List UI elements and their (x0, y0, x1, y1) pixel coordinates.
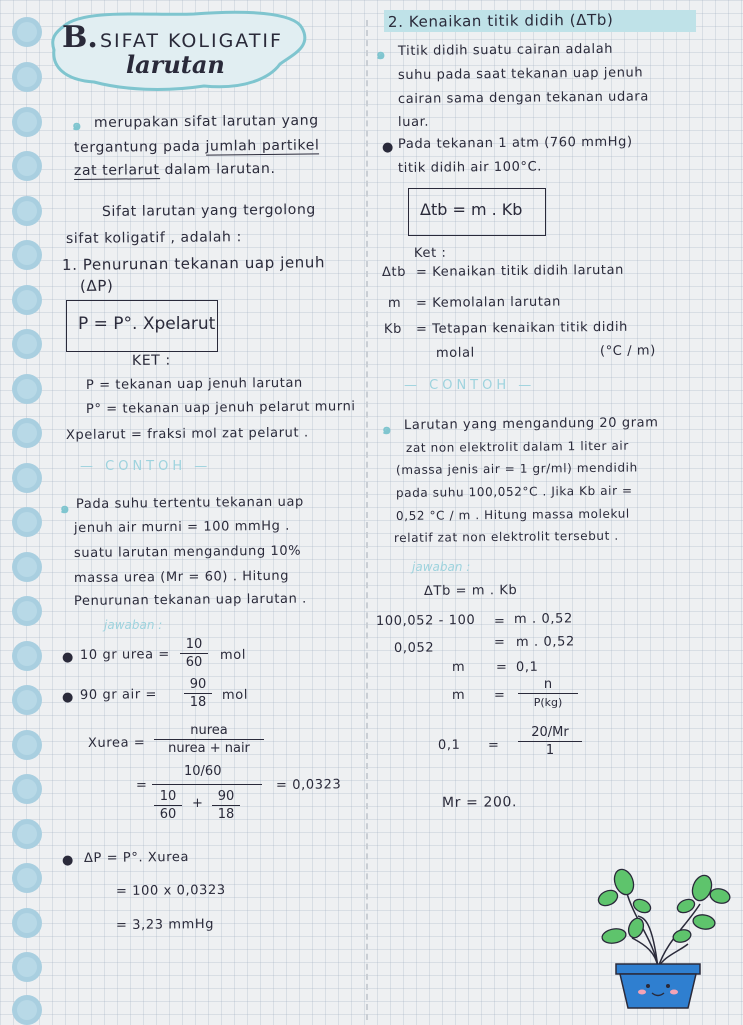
sol-urea-fraction: 10 60 (180, 636, 208, 671)
contoh-label: — CONTOH — (80, 459, 212, 474)
rproblem-line6: relatif zat non elektrolit tersebut . (393, 528, 619, 545)
ket1-line3: Xpelarut = fraksi mol zat pelarut . (65, 425, 309, 443)
rsol-r6-fraction: 20/Mr 1 (518, 724, 582, 759)
ket2-l1-term: Δtb (381, 264, 407, 280)
problem-line1: Pada suhu tertentu tekanan uap (75, 494, 304, 512)
problem-line3: suatu larutan mengandung 10% (73, 543, 302, 561)
sol-air-unit: mol (221, 687, 249, 703)
spiral-icon: ๑ (376, 45, 386, 63)
rsol-r2-b: = (493, 613, 506, 629)
def-line1: Titik didih suatu cairan adalah (397, 41, 614, 59)
formula2: Δtb = m . Kb (420, 200, 523, 219)
rproblem-line1: Larutan yang mengandung 20 gram (403, 415, 659, 433)
problem-line2: jenuh air murni = 100 mmHg . (73, 518, 290, 536)
def-line2: suhu pada saat tekanan uap jenuh (397, 65, 644, 83)
ket2-l3-def: = Tetapan kenaikan titik didih (415, 319, 629, 337)
sol-result: = 0,0323 (275, 777, 342, 793)
rproblem-line4: pada suhu 100,052°C . Jika Kb air = (395, 483, 633, 500)
rsol-r4-a: m (451, 659, 466, 675)
ket2-l3-unit: (°C / m) (599, 343, 656, 359)
section1-title: 1. Penurunan tekanan uap jenuh (61, 253, 326, 274)
bullet: ● (62, 690, 74, 705)
rproblem-line5: 0,52 °C / m . Hitung massa molekul (395, 506, 630, 523)
sol-air-label: 90 gr air = (79, 687, 158, 703)
def-line4: luar. (397, 114, 430, 130)
rsol-r3-a: 0,052 (393, 640, 435, 656)
sol-plus: + (192, 796, 203, 811)
rsol-r3-b: = (493, 634, 506, 650)
ket2-l2-def: = Kemolalan larutan (415, 294, 561, 311)
sol-xurea-label: Xurea = (87, 735, 146, 751)
list-intro-line2: sifat koligatif , adalah : (65, 229, 242, 247)
binder-hole (12, 329, 42, 359)
jawaban-label: jawaban : (412, 560, 471, 574)
binder-hole (12, 17, 42, 47)
sol-big-numerator: 10/60 (184, 764, 222, 779)
rsol-r6-b: = (487, 737, 500, 753)
binder-hole (12, 507, 42, 537)
binder-hole (12, 107, 42, 137)
sol-dp-line1: ΔP = P°. Xurea (83, 849, 190, 866)
binder-hole (12, 730, 42, 760)
section2-title: 2. Kenaikan titik didih (ΔTb) (387, 10, 614, 31)
binder-hole (12, 552, 42, 582)
ket1-heading: KET : (131, 352, 171, 369)
binder-hole (12, 62, 42, 92)
rsol-r1: ΔTb = m . Kb (423, 583, 518, 599)
rsol-r2-c: m . 0,52 (513, 611, 573, 627)
binder-hole (12, 151, 42, 181)
binder-hole (12, 418, 42, 448)
sol-dp-line3: = 3,23 mmHg (115, 916, 215, 933)
sol-eq-sign: = (135, 777, 148, 793)
binder-hole (12, 685, 42, 715)
binder-hole (12, 374, 42, 404)
title-line1: SIFAT KOLIGATIF (100, 30, 283, 52)
rsol-r4-b: = (495, 659, 508, 675)
bullet: ● (382, 140, 394, 155)
rsol-r4-c: 0,1 (515, 659, 539, 675)
problem-line4: massa urea (Mr = 60) . Hitung (73, 568, 290, 586)
spiral-icon: ๑ (60, 499, 70, 517)
binder-hole (12, 596, 42, 626)
sol-urea-label: 10 gr urea = (79, 647, 170, 663)
rsol-r5-fraction: n P(kg) (518, 676, 578, 711)
binder-hole (12, 863, 42, 893)
spiral-icon: ๑ (382, 420, 392, 438)
rsol-r5-b: = (493, 687, 506, 703)
rsol-r2-a: 100,052 - 100 (375, 612, 476, 629)
ket1-line2: P° = tekanan uap jenuh pelarut murni (85, 399, 356, 417)
rsol-r7: Mr = 200. (441, 794, 518, 811)
formula1: P = P°. Xpelarut (78, 314, 216, 334)
sol-xurea-fraction: nurea nurea + nair (154, 722, 264, 757)
ket2-heading: Ket : (413, 245, 447, 261)
note-line1: Pada tekanan 1 atm (760 mmHg) (397, 134, 633, 152)
section1-title-sub: (ΔP) (79, 276, 114, 295)
sol-small1-fraction: 10 60 (154, 788, 182, 823)
title-letter: B. (62, 20, 98, 55)
ket2-l3-cont: molal (435, 345, 475, 361)
ket1-line1: P = tekanan uap jenuh larutan (85, 375, 303, 393)
sol-big-fraction-bar (152, 784, 262, 785)
contoh-label: — CONTOH — (404, 378, 536, 393)
column-divider (366, 20, 368, 1020)
binder-hole (12, 196, 42, 226)
binder-hole (12, 285, 42, 315)
bullet: ● (62, 650, 74, 665)
binder-hole (12, 240, 42, 270)
intro-line1: merupakan sifat larutan yang (93, 112, 319, 131)
binder-hole (12, 908, 42, 938)
intro-line3: zat terlarut dalam larutan. (73, 160, 276, 179)
sol-air-fraction: 90 18 (184, 676, 212, 711)
ket2-l3-term: Kb (383, 321, 403, 337)
binder-hole (12, 641, 42, 671)
ket2-l2-term: m (387, 295, 402, 311)
bullet: ● (62, 853, 74, 868)
binder-hole (12, 819, 42, 849)
binder-hole (12, 463, 42, 493)
sol-dp-line2: = 100 x 0,0323 (115, 882, 226, 899)
rproblem-line2: zat non elektrolit dalam 1 liter air (405, 438, 629, 455)
list-intro-line1: Sifat larutan yang tergolong (101, 201, 316, 220)
plant-pot-icon (574, 860, 740, 1016)
problem-line5: Penurunan tekanan uap larutan . (73, 591, 307, 609)
rsol-r3-c: m . 0,52 (515, 634, 575, 650)
binder-hole (12, 995, 42, 1025)
binder-hole (12, 952, 42, 982)
intro-line2: tergantung pada jumlah partikel (73, 137, 320, 156)
def-line3: cairan sama dengan tekanan udara (397, 89, 649, 107)
rsol-r5-a: m (451, 687, 466, 703)
note-line2: titik didih air 100°C. (397, 159, 543, 176)
spiral-icon: ๑ (72, 116, 82, 134)
rsol-r6-a: 0,1 (437, 737, 461, 753)
sol-small2-fraction: 90 18 (212, 788, 240, 823)
jawaban-label: jawaban : (104, 618, 163, 632)
rproblem-line3: (massa jenis air = 1 gr/ml) mendidih (395, 460, 638, 477)
title-line2: larutan (126, 50, 225, 79)
sol-urea-unit: mol (219, 647, 247, 663)
binder-hole (12, 774, 42, 804)
ket2-l1-def: = Kenaikan titik didih larutan (415, 262, 625, 280)
